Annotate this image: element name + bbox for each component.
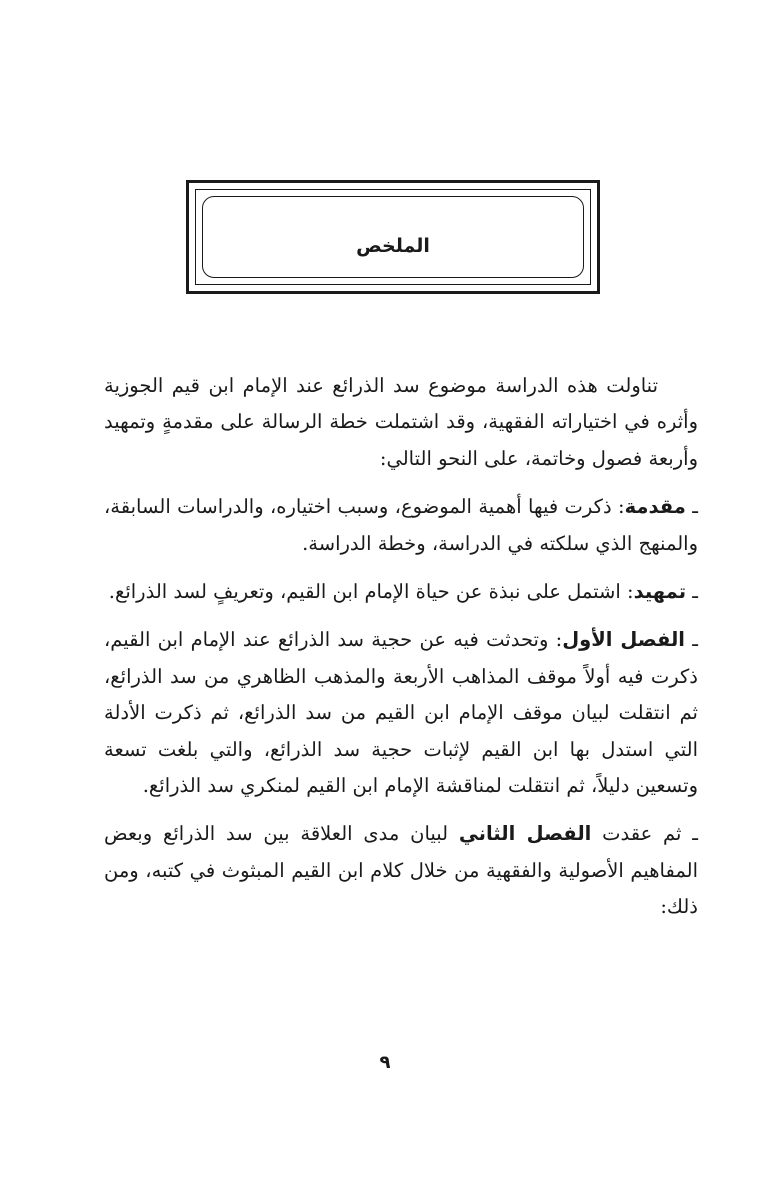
title-frame-rounded-border xyxy=(202,196,584,278)
section-heading: الفصل الأول xyxy=(562,628,685,652)
section-prefix: ـ ثم عقدت xyxy=(591,822,698,846)
section-chapter-one xyxy=(104,622,698,804)
section-introduction xyxy=(104,489,698,562)
summary-content xyxy=(104,368,698,938)
title-frame xyxy=(186,180,600,294)
title-frame-inner-border xyxy=(195,189,591,285)
section-heading: الفصل الثاني xyxy=(458,822,592,846)
section-text: : وتحدثت فيه عن حجية سد الذرائع عند الإمام ابن القيم، ذكرت فيه أولاً موقف المذاهب الأربعة والمذهب الظاهري من سد الذرائع، ثم انتقلت لبيان موقف الإمام ابن القيم من سد الذرائع، ثم ذكرت الأدلة التي استدل بها ابن القيم لإثبات حجية سد الذرائع، والتي بلغت تسعة وتسعين دليلاً، ثم انتقلت لمناقشة الإمام ابن القيم لمنكري سد الذرائع. xyxy=(104,628,698,798)
section-heading: مقدمة xyxy=(624,495,686,519)
section-heading: تمهيد xyxy=(633,580,687,604)
section-prefix: ـ xyxy=(685,495,698,519)
section-preface xyxy=(104,574,698,610)
page-number: ٩ xyxy=(379,1052,391,1073)
intro-paragraph: تناولت هذه الدراسة موضوع سد الذرائع عند الإمام ابن قيم الجوزية وأثره في اختياراته الفقهية، وقد اشتملت خطة الرسالة على مقدمةٍ وتمهيد وأربعة فصول وخاتمة، على النحو التالي: xyxy=(104,374,698,470)
page-title: الملخص xyxy=(356,235,430,257)
section-text: لبيان مدى العلاقة بين سد الذرائع وبعض المفاهيم الأصولية والفقهية من خلال كلام ابن القيم المبثوث في كتبه، ومن ذلك: xyxy=(104,822,698,919)
section-text: : ذكرت فيها أهمية الموضوع، وسبب اختياره، والدراسات السابقة، والمنهج الذي سلكته في الدراسة، وخطة الدراسة. xyxy=(104,495,698,555)
section-text: : اشتمل على نبذة عن حياة الإمام ابن القيم، وتعريفٍ لسد الذرائع. xyxy=(108,580,634,604)
section-chapter-two xyxy=(104,816,698,925)
section-prefix: ـ xyxy=(686,580,698,604)
section-prefix: ـ xyxy=(685,628,698,652)
